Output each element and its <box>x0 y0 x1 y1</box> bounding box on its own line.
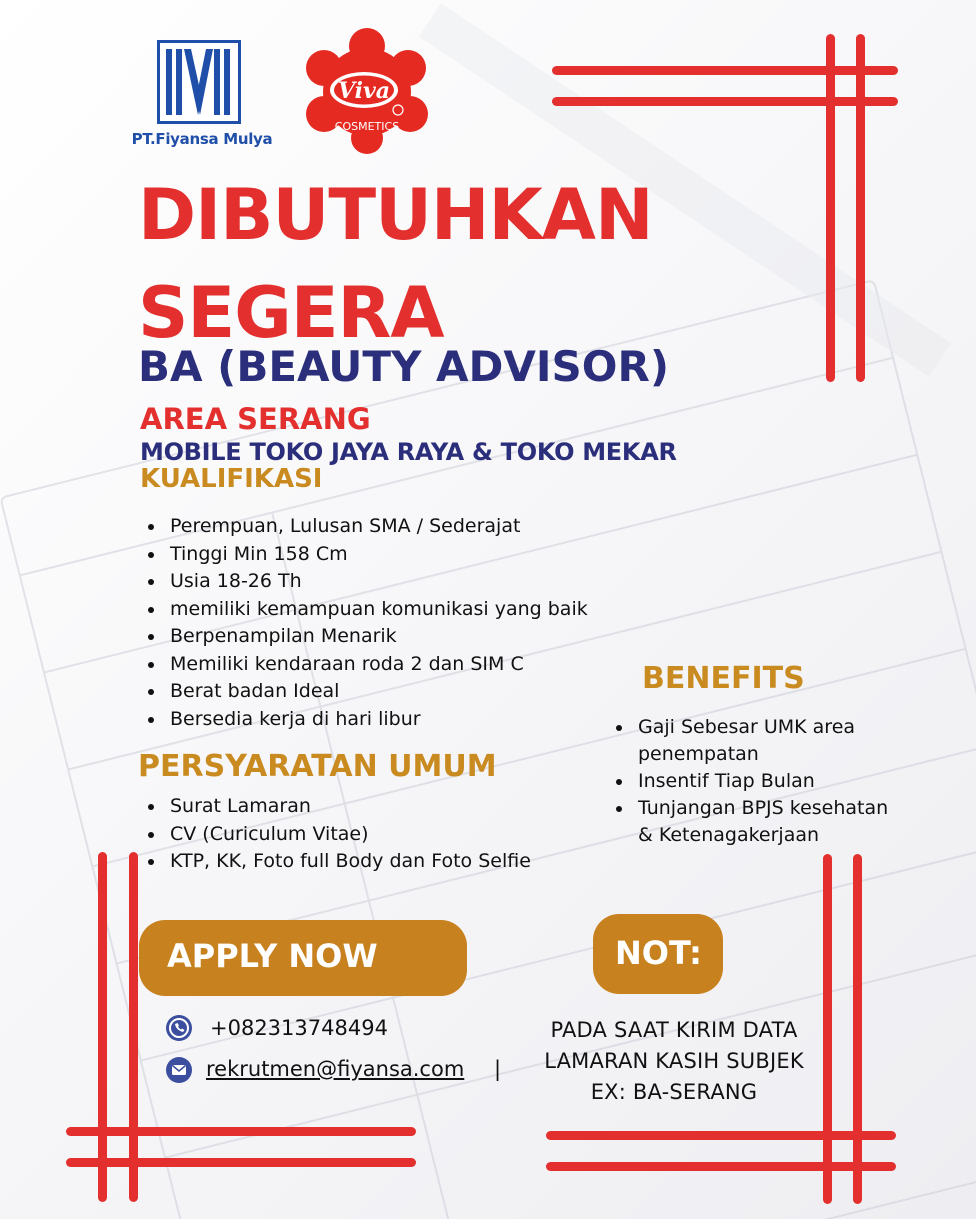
headline-line-1: DIBUTUHKAN <box>138 174 653 256</box>
list-item: Berpenampilan Menarik <box>144 623 588 651</box>
list-item: Tinggi Min 158 Cm <box>144 541 588 569</box>
requirements-list <box>144 793 531 876</box>
list-item: Berat badan Ideal <box>144 678 588 706</box>
list-item: Tunjangan BPJS kesehatan & Ketenagakerjaan <box>612 795 892 849</box>
list-item: Gaji Sebesar UMK area penempatan <box>612 714 892 768</box>
note-line-1: PADA SAAT KIRIM DATA <box>550 1018 798 1042</box>
headline-line-2: SEGERA <box>138 272 444 354</box>
list-item: Surat Lamaran <box>144 793 531 821</box>
list-item: Bersedia kerja di hari libur <box>144 706 588 734</box>
svg-text:Viva: Viva <box>337 78 391 104</box>
email-link[interactable]: rekrutmen@fiyansa.com <box>206 1057 465 1081</box>
list-item: CV (Curiculum Vitae) <box>144 821 531 849</box>
decor-bar-bottom-left-v2 <box>129 852 138 1202</box>
list-item: Memiliki kendaraan roda 2 dan SIM C <box>144 651 588 679</box>
company-logo-mark <box>157 40 241 124</box>
location-label: MOBILE TOKO JAYA RAYA & TOKO MEKAR <box>140 438 677 466</box>
phone-number[interactable]: +082313748494 <box>210 1016 388 1040</box>
email-separator: | <box>494 1057 502 1081</box>
list-item: Perempuan, Lulusan SMA / Sederajat <box>144 513 588 541</box>
decor-bar-top-right-h1 <box>552 66 898 75</box>
decor-bar-top-right-v2 <box>856 34 865 382</box>
apply-now-label: APPLY NOW <box>167 937 378 975</box>
decor-bar-top-right-h2 <box>552 97 898 106</box>
list-item: KTP, KK, Foto full Body dan Foto Selfie <box>144 848 531 876</box>
list-item: Usia 18-26 Th <box>144 568 588 596</box>
decor-bar-bottom-left-h1 <box>66 1127 416 1136</box>
decor-bar-bottom-left-v1 <box>98 852 107 1202</box>
decor-bar-bottom-right-h1 <box>546 1131 896 1140</box>
list-item: Insentif Tiap Bulan <box>612 768 892 795</box>
decor-bar-top-right-v1 <box>826 34 835 382</box>
decor-bar-bottom-left-h2 <box>66 1158 416 1167</box>
email-icon <box>166 1057 192 1083</box>
note-text <box>528 1015 820 1108</box>
company-logo-name: PT.Fiyansa Mulya <box>131 130 273 148</box>
company-logo <box>122 40 282 150</box>
requirements-heading: PERSYARATAN UMUM <box>138 749 497 784</box>
note-line-2: LAMARAN KASIH SUBJEK <box>544 1049 804 1073</box>
viva-cosmetics-logo <box>298 26 436 156</box>
decor-bar-bottom-right-h2 <box>546 1162 896 1171</box>
list-item: memiliki kemampuan komunikasi yang baik <box>144 596 588 624</box>
note-badge-label: NOT: <box>615 934 702 972</box>
benefits-list <box>612 714 892 849</box>
decor-bar-bottom-right-v1 <box>823 854 832 1204</box>
decor-bar-bottom-right-v2 <box>853 854 862 1204</box>
qualifications-list <box>144 513 588 733</box>
note-line-3: EX: BA-SERANG <box>590 1080 758 1104</box>
benefits-heading: BENEFITS <box>642 661 805 696</box>
phone-icon <box>166 1015 192 1041</box>
position-title: BA (BEAUTY ADVISOR) <box>138 342 670 391</box>
apply-now-button[interactable] <box>139 920 467 996</box>
qualifications-heading: KUALIFIKASI <box>140 464 323 494</box>
note-badge <box>593 914 723 994</box>
svg-text:COSMETICS: COSMETICS <box>334 120 400 133</box>
area-label: AREA SERANG <box>140 402 371 436</box>
